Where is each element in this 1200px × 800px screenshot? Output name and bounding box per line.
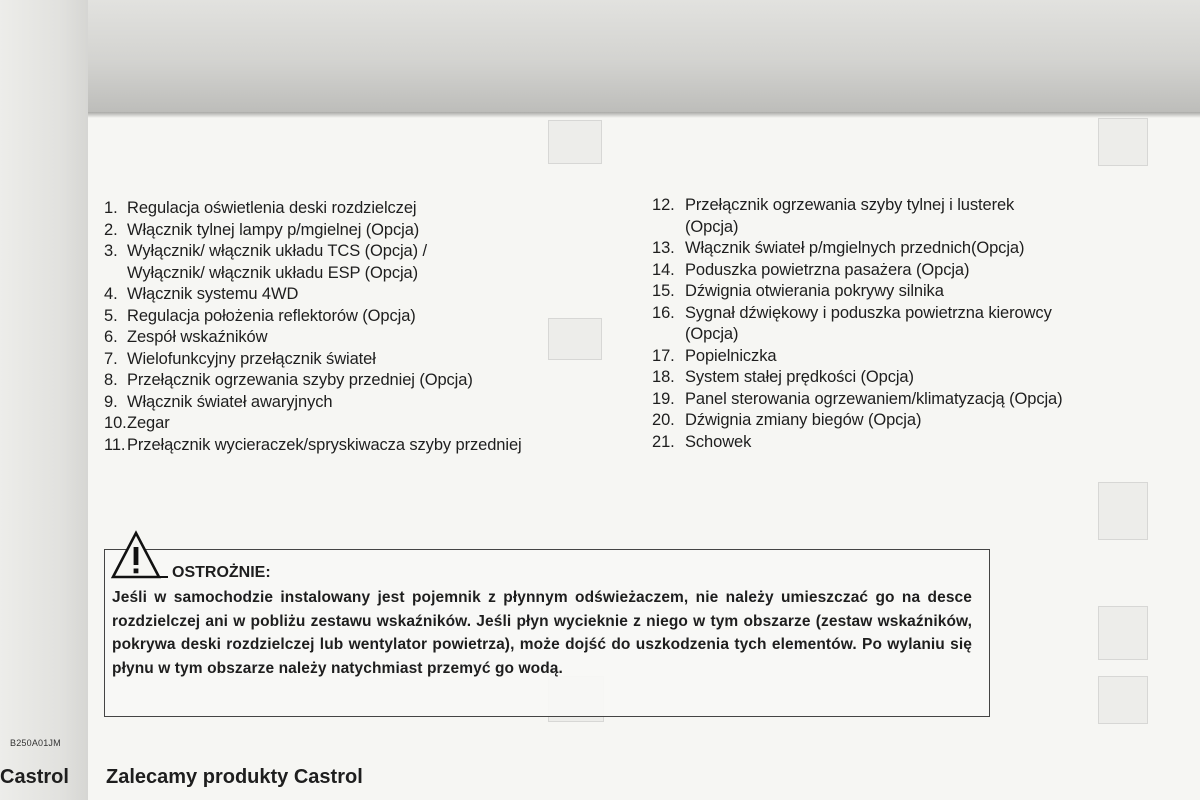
list-item bbox=[104, 370, 624, 392]
item-text: Popielniczka bbox=[685, 346, 777, 365]
list-item bbox=[652, 281, 1152, 303]
list-item bbox=[652, 346, 1152, 368]
list-item bbox=[104, 263, 624, 285]
ghost-box bbox=[1098, 676, 1148, 724]
item-number: 5. bbox=[104, 306, 118, 325]
list-item bbox=[652, 260, 1152, 282]
item-text: Poduszka powietrzna pasażera (Opcja) bbox=[685, 260, 970, 279]
item-number: 14. bbox=[652, 260, 675, 279]
recommendation-heading: Zalecamy produkty Castrol bbox=[106, 766, 363, 788]
item-number: 19. bbox=[652, 389, 675, 408]
item-text: Zespół wskaźników bbox=[127, 328, 268, 346]
warning-text: Jeśli w samochodzie instalowany jest pojemnik z płynnym odświeżaczem, nie należy umieszczać go na desce rozdzielczej ani w pobliżu zestawu wskaźników. Jeśli płyn wycieknie z niego w tym obszarze (zestaw wskaźników, pokrywa deski rozdzielczej lub wentylator powietrza), może dojść do uszkodzenia tych elementów. Po wylaniu się płynu w tym obszarze należy natychmiast przemyć go wodą. bbox=[112, 589, 972, 677]
page-top-band bbox=[0, 0, 1200, 112]
list-item bbox=[104, 435, 624, 457]
item-text: System stałej prędkości (Opcja) bbox=[685, 368, 914, 386]
item-number: 13. bbox=[652, 239, 675, 257]
item-text: Dźwignia zmiany biegów (Opcja) bbox=[685, 411, 922, 429]
left-page-strip bbox=[0, 0, 88, 800]
list-item bbox=[652, 303, 1152, 325]
item-number: 3. bbox=[104, 242, 118, 260]
item-text: Włącznik świateł awaryjnych bbox=[127, 392, 333, 411]
item-number: 17. bbox=[652, 346, 675, 365]
item-number: 21. bbox=[652, 432, 675, 451]
item-number: 15. bbox=[652, 282, 675, 300]
item-number: 10. bbox=[104, 414, 127, 432]
item-text: Wyłącznik/ włącznik układu TCS (Opcja) / bbox=[127, 242, 427, 260]
item-text: Panel sterowania ogrzewaniem/klimatyzacją (Opcja) bbox=[685, 389, 1063, 408]
list-item bbox=[104, 392, 624, 414]
list-item bbox=[652, 324, 1152, 346]
ghost-box bbox=[1098, 482, 1148, 540]
item-number: 16. bbox=[652, 303, 675, 322]
list-item bbox=[104, 327, 624, 349]
list-item bbox=[104, 349, 624, 371]
item-text: Zegar bbox=[127, 414, 170, 432]
item-text: (Opcja) bbox=[685, 217, 739, 236]
brand-label: Castrol bbox=[0, 766, 69, 788]
item-number: 8. bbox=[104, 371, 118, 389]
item-text: (Opcja) bbox=[685, 325, 739, 343]
item-text: Dźwignia otwierania pokrywy silnika bbox=[685, 282, 944, 300]
list-item bbox=[652, 432, 1152, 454]
item-text: Przełącznik ogrzewania szyby tylnej i lusterek bbox=[685, 196, 1015, 214]
list-item bbox=[104, 306, 624, 328]
component-list-right bbox=[652, 195, 1152, 453]
item-text: Włącznik świateł p/mgielnych przednich(Opcja) bbox=[685, 239, 1025, 257]
item-number: 2. bbox=[104, 220, 118, 239]
list-item bbox=[652, 367, 1152, 389]
list-item bbox=[652, 217, 1152, 239]
ghost-box bbox=[1098, 606, 1148, 660]
item-number: 4. bbox=[104, 285, 118, 303]
item-number: 9. bbox=[104, 392, 118, 411]
list-item bbox=[652, 195, 1152, 217]
item-text: Regulacja położenia reflektorów (Opcja) bbox=[127, 306, 416, 325]
item-number: 1. bbox=[104, 199, 118, 217]
item-number: 7. bbox=[104, 349, 118, 368]
item-text: Przełącznik wycieraczek/spryskiwacza szyby przedniej bbox=[127, 435, 522, 454]
ghost-box bbox=[548, 120, 602, 164]
component-list-left bbox=[104, 198, 624, 456]
list-item bbox=[652, 389, 1152, 411]
item-text: Przełącznik ogrzewania szyby przedniej (Opcja) bbox=[127, 371, 473, 389]
item-number: 18. bbox=[652, 368, 675, 386]
item-text: Włącznik tylnej lampy p/mgielnej (Opcja) bbox=[127, 220, 420, 239]
item-number: 11. bbox=[104, 435, 126, 454]
list-item bbox=[652, 410, 1152, 432]
list-item bbox=[104, 220, 624, 242]
warning-title: OSTROŻNIE: bbox=[172, 564, 271, 581]
item-number: 6. bbox=[104, 328, 118, 346]
item-text: Włącznik systemu 4WD bbox=[127, 285, 299, 303]
image-code: B250A01JM bbox=[10, 738, 61, 748]
item-text: Regulacja oświetlenia deski rozdzielczej bbox=[127, 199, 417, 217]
item-number: 20. bbox=[652, 411, 675, 429]
list-item bbox=[652, 238, 1152, 260]
list-item bbox=[104, 198, 624, 220]
item-text: Schowek bbox=[685, 432, 752, 451]
item-text: Wyłącznik/ włącznik układu ESP (Opcja) bbox=[127, 263, 419, 282]
item-text: Wielofunkcyjny przełącznik świateł bbox=[127, 349, 376, 368]
list-item bbox=[104, 284, 624, 306]
ghost-box bbox=[1098, 118, 1148, 166]
warning-triangle-icon bbox=[110, 530, 168, 582]
item-number: 12. bbox=[652, 196, 675, 214]
list-item bbox=[104, 241, 624, 263]
item-text: Sygnał dźwiękowy i poduszka powietrzna kierowcy bbox=[685, 303, 1052, 322]
list-item bbox=[104, 413, 624, 435]
top-band-shadow bbox=[0, 112, 1200, 118]
